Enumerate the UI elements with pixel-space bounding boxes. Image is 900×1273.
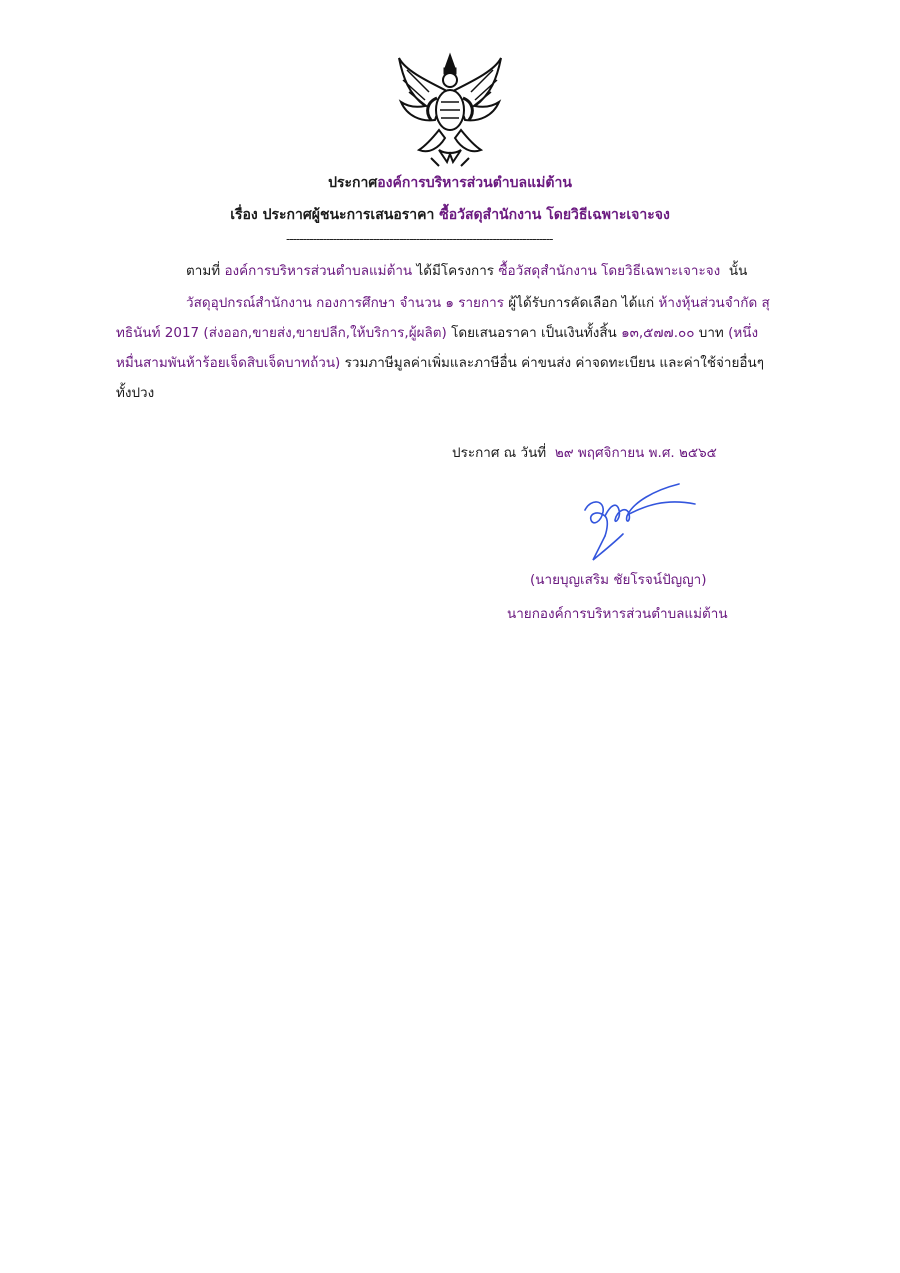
- currency-label: บาท: [698, 325, 724, 341]
- amount-in-words-continued: หมื่นสามพันห้าร้อยเจ็ดสิบเจ็ดบาทถ้วน): [116, 355, 341, 371]
- announcement-subject: [0, 204, 900, 226]
- text-segment: ได้มีโครงการ: [416, 263, 495, 279]
- divider-line: --------------------------------------------------------------------------------: [286, 232, 553, 246]
- vendor-name: ห้างหุ้นส่วนจำกัด สุ: [658, 295, 770, 311]
- body-line-1: [186, 259, 747, 281]
- item-description: วัสดุอุปกรณ์สำนักงาน กองการศึกษา จำนวน ๑ รายการ: [186, 295, 504, 311]
- signer-name: (นายบุญเสริม ชัยโรจน์ปัญญา): [530, 572, 707, 588]
- project-name: ซื้อวัสดุสำนักงาน โดยวิธีเฉพาะเจาะจง: [498, 263, 721, 279]
- subject-prefix: เรื่อง ประกาศผู้ชนะการเสนอราคา: [230, 207, 435, 223]
- signer-position: นายกองค์การบริหารส่วนตำบลแม่ต้าน: [507, 606, 728, 622]
- subject-project: ซื้อวัสดุสำนักงาน โดยวิธีเฉพาะเจาะจง: [439, 207, 670, 223]
- text-segment: ผู้ได้รับการคัดเลือก ได้แก่: [508, 295, 655, 311]
- amount-in-words: (หนึ่ง: [728, 325, 759, 341]
- text-segment: ตามที่: [186, 263, 221, 279]
- bid-amount: ๑๓,๕๗๗.๐๐: [621, 325, 695, 341]
- announcement-date: [452, 441, 717, 463]
- text-segment: นั้น: [728, 263, 748, 279]
- text-segment: รวมภาษีมูลค่าเพิ่มและภาษีอื่น ค่าขนส่ง ค่าจดทะเบียน และค่าใช้จ่ายอื่นๆ: [344, 355, 764, 371]
- handwritten-signature: [575, 480, 700, 565]
- vendor-name-continued: ทธินันท์ 2017 (ส่งออก,ขายส่ง,ขายปลีก,ให้บริการ,ผู้ผลิต): [116, 325, 447, 341]
- body-line-5: [116, 381, 154, 403]
- body-line-2: [186, 291, 770, 313]
- text-segment: โดยเสนอราคา เป็นเงินทั้งสิ้น: [451, 325, 617, 341]
- garuda-emblem-icon: [395, 50, 505, 168]
- body-line-4: [116, 351, 764, 373]
- organization-name: องค์การบริหารส่วนตำบลแม่ต้าน: [224, 263, 413, 279]
- title-organization: องค์การบริหารส่วนตำบลแม่ต้าน: [377, 175, 572, 191]
- date-value: ๒๙ พฤศจิกายน พ.ศ. ๒๕๖๕: [554, 445, 717, 461]
- text-segment: ทั้งปวง: [116, 385, 155, 401]
- date-label: ประกาศ ณ วันที่: [452, 445, 547, 461]
- announcement-title: [0, 172, 900, 194]
- body-line-3: [116, 321, 758, 343]
- title-prefix: ประกาศ: [328, 175, 378, 191]
